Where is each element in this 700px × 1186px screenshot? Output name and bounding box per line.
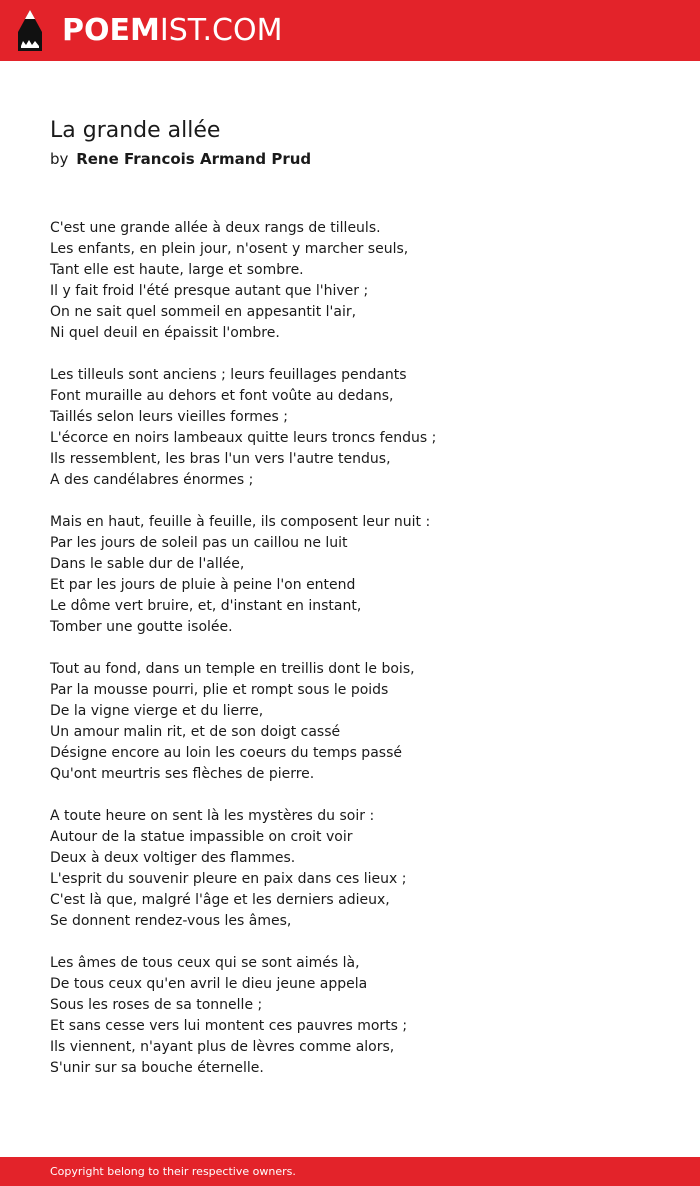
poem-line: Mais en haut, feuille à feuille, ils composent leur nuit : [50, 514, 431, 530]
poem-line: Le dôme vert bruire, et, d'instant en instant, [50, 598, 362, 614]
poem-line: Un amour malin rit, et de son doigt cassé [50, 724, 341, 740]
poem-title: La grande allée [50, 118, 221, 143]
poem-line: Il y fait froid l'été presque autant que l'hiver ; [50, 283, 369, 299]
poem-line: L'écorce en noirs lambeaux quitte leurs troncs fendus ; [50, 430, 437, 446]
poem-stanza [50, 659, 670, 785]
poem-stanza [50, 953, 670, 1079]
poem-line: Qu'ont meurtris ses flèches de pierre. [50, 766, 315, 782]
poem-stanza [50, 806, 670, 932]
site-logo[interactable] [62, 12, 282, 50]
poem-stanza [50, 365, 670, 491]
poem-line: Font muraille au dehors et font voûte au dedans, [50, 388, 394, 404]
poem-heading [50, 116, 650, 171]
poem-line: Autour de la statue impassible on croit voir [50, 829, 353, 845]
poem-line: A des candélabres énormes ; [50, 472, 254, 488]
poem-line: Désigne encore au loin les coeurs du temps passé [50, 745, 402, 761]
poem-line: Par les jours de soleil pas un caillou ne luit [50, 535, 348, 551]
poem-line: De tous ceux qu'en avril le dieu jeune appela [50, 976, 368, 992]
by-label: by [50, 150, 69, 168]
poem-line: Ni quel deuil en épaissit l'ombre. [50, 325, 280, 341]
poem-stanza [50, 512, 670, 638]
poem-line: Les âmes de tous ceux qui se sont aimés là, [50, 955, 360, 971]
poem-line: Tant elle est haute, large et sombre. [50, 262, 304, 278]
poem-byline [50, 147, 650, 171]
poem-line: Taillés selon leurs vieilles formes ; [50, 409, 288, 425]
poem-line: S'unir sur sa bouche éternelle. [50, 1060, 264, 1076]
poem-line: Tomber une goutte isolée. [50, 619, 233, 635]
poem-line: C'est une grande allée à deux rangs de tilleuls. [50, 220, 381, 236]
pencil-logo-icon[interactable] [18, 10, 42, 51]
poem-line: Deux à deux voltiger des flammes. [50, 850, 296, 866]
poem-line: Les tilleuls sont anciens ; leurs feuillages pendants [50, 367, 407, 383]
poem-author: Rene Francois Armand Prud [76, 150, 312, 168]
poem-line: On ne sait quel sommeil en appesantit l'air, [50, 304, 357, 320]
site-header [0, 0, 700, 61]
poem-line: Et par les jours de pluie à peine l'on entend [50, 577, 356, 593]
poem-line: Sous les roses de sa tonnelle ; [50, 997, 263, 1013]
poem-line: Tout au fond, dans un temple en treillis dont le bois, [50, 661, 415, 677]
poem-line: Ils viennent, n'ayant plus de lèvres comme alors, [50, 1039, 395, 1055]
poem-body [50, 218, 670, 1100]
site-footer [0, 1157, 700, 1186]
poem-line: C'est là que, malgré l'âge et les derniers adieux, [50, 892, 390, 908]
logo-light-text: IST.COM [159, 13, 283, 48]
poem-line: Se donnent rendez-vous les âmes, [50, 913, 292, 929]
poem-line: De la vigne vierge et du lierre, [50, 703, 264, 719]
poem-line: A toute heure on sent là les mystères du soir : [50, 808, 375, 824]
poem-line: L'esprit du souvenir pleure en paix dans ces lieux ; [50, 871, 407, 887]
poem-line: Dans le sable dur de l'allée, [50, 556, 245, 572]
poem-line: Ils ressemblent, les bras l'un vers l'autre tendus, [50, 451, 391, 467]
poem-stanza [50, 218, 670, 344]
copyright-text: Copyright belong to their respective owners. [50, 1165, 296, 1178]
poem-line: Les enfants, en plein jour, n'osent y marcher seuls, [50, 241, 409, 257]
poem-line: Et sans cesse vers lui montent ces pauvres morts ; [50, 1018, 408, 1034]
poem-line: Par la mousse pourri, plie et rompt sous le poids [50, 682, 389, 698]
logo-bold-text: POEM [62, 13, 160, 48]
